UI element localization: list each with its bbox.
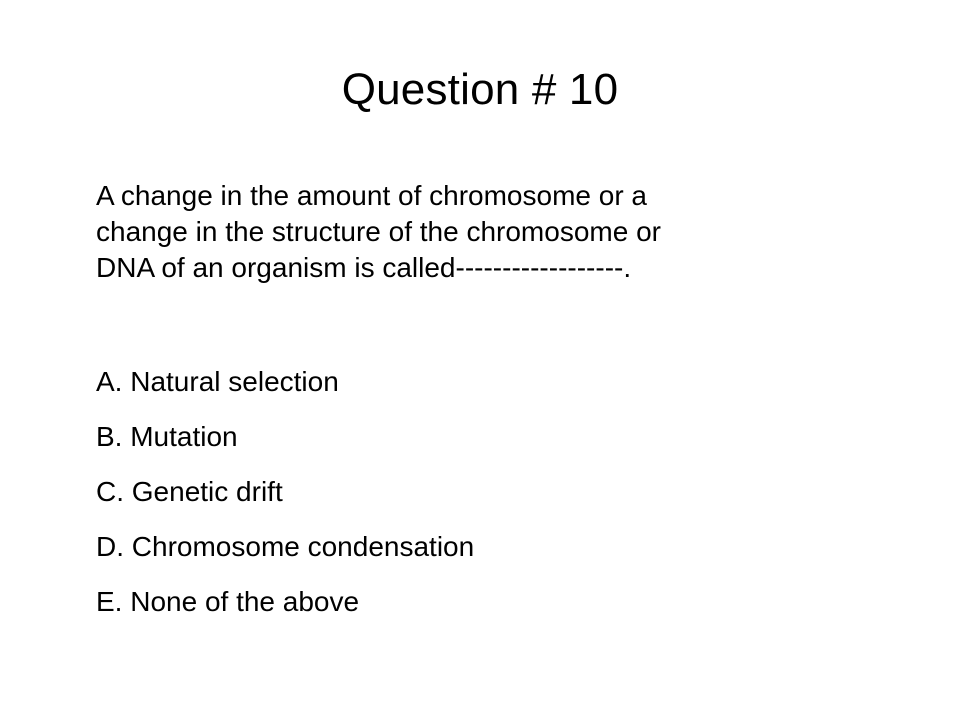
question-line: A change in the amount of chromosome or a [96, 180, 647, 211]
answer-option-b: B. Mutation [96, 421, 238, 452]
question-line: change in the structure of the chromosome or [96, 216, 661, 247]
slide-title: Question # 10 [341, 65, 619, 114]
question-text [96, 178, 856, 286]
answer-option-d: D. Chromosome condensation [96, 531, 475, 562]
answer-option-a: A. Natural selection [96, 366, 339, 397]
answer-options [96, 364, 856, 639]
answer-option-c: C. Genetic drift [96, 476, 283, 507]
answer-option-e: E. None of the above [96, 586, 360, 617]
question-line: DNA of an organism is called------------------. [96, 252, 632, 283]
